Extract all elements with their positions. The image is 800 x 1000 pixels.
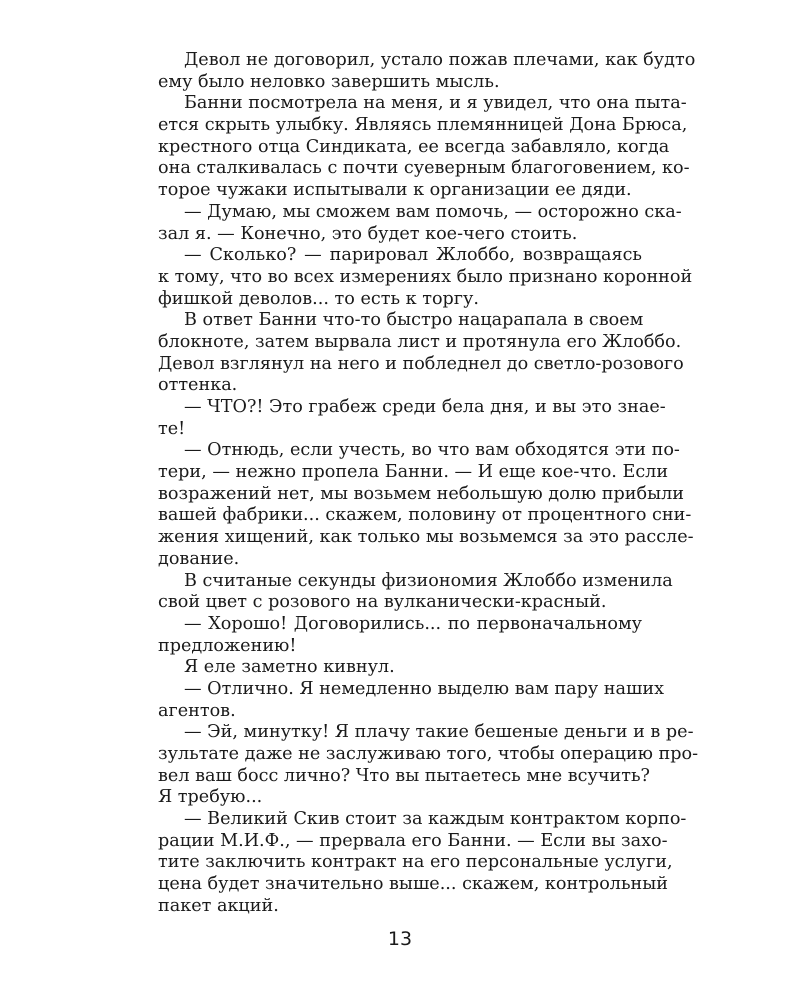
text-line: свой цвет с розового на вулканически-красный. bbox=[158, 592, 607, 613]
text-line: — Хорошо! Договорились... по первоначальному bbox=[184, 613, 642, 634]
text-line: оттенка. bbox=[158, 375, 238, 396]
text-line: ему было неловко завершить мысль. bbox=[158, 71, 500, 92]
text-line: — Думаю, мы сможем вам помочь, — осторожно ска- bbox=[184, 201, 682, 222]
text-line: Банни посмотрела на меня, и я увидел, что она пыта- bbox=[184, 93, 687, 114]
text-line: агентов. bbox=[158, 700, 236, 721]
text-line: — Отнюдь, если учесть, во что вам обходятся эти по- bbox=[184, 440, 680, 461]
text-line: — ЧТО?! Это грабеж среди бела дня, и вы это знае- bbox=[184, 397, 666, 417]
text-line: — Эй, минутку! Я плачу такие бешеные деньги и в ре- bbox=[184, 722, 694, 743]
text-line: Девол взглянул на него и побледнел до светло-розового bbox=[158, 353, 684, 374]
text-line: Девол не договорил, устало пожав плечами, как будто bbox=[184, 50, 696, 70]
text-line: торое чужаки испытывали к организации ее дяди. bbox=[158, 180, 632, 201]
paragraph bbox=[158, 657, 642, 679]
paragraph bbox=[158, 201, 682, 245]
paragraph bbox=[158, 614, 642, 657]
text-line: крестного отца Синдиката, ее всегда забавляло, когда bbox=[158, 136, 670, 157]
text-line: те! bbox=[158, 418, 186, 439]
text-line: зультате даже не заслуживаю того, чтобы операцию про- bbox=[158, 744, 699, 764]
text-line: жения хищений, как только мы возьмемся за это рассле- bbox=[158, 527, 694, 548]
text-line: она сталкивалась с почти суеверным благоговением, ко- bbox=[158, 158, 690, 179]
text-line: — Великий Скив стоит за каждым контрактом корпо- bbox=[184, 809, 687, 830]
text-line: дование. bbox=[158, 548, 240, 569]
text-line: к тому, что во всех измерениях было признано коронной bbox=[158, 266, 693, 287]
text-line: вел ваш босс лично? Что вы пытаетесь мне всучить? bbox=[158, 765, 650, 786]
text-line: предложению! bbox=[158, 635, 297, 656]
text-line: фишкой деволов... то есть к торгу. bbox=[158, 288, 479, 309]
text-line: тите заключить контракт на его персональные услуги, bbox=[158, 852, 673, 873]
paragraph bbox=[158, 397, 666, 440]
paragraph bbox=[158, 678, 665, 722]
text-line: зал я. — Конечно, это будет кое-чего стоить. bbox=[158, 223, 578, 244]
paragraph bbox=[158, 93, 690, 201]
text-line: ется скрыть улыбку. Являясь племянницей Дона Брюса, bbox=[158, 115, 688, 136]
text-line: блокноте, затем вырвала лист и протянула его Жлоббо. bbox=[158, 331, 682, 352]
paragraph bbox=[158, 245, 693, 310]
text-line: — Сколько? — парировал Жлоббо, возвращаясь bbox=[184, 245, 642, 266]
paragraph bbox=[158, 50, 696, 93]
text-line: тери, — нежно пропела Банни. — И еще кое-что. Если bbox=[158, 462, 669, 483]
text-line: цена будет значительно выше... скажем, контрольный bbox=[158, 874, 668, 895]
text-line: рации М.И.Ф., — прервала его Банни. — Если вы захо- bbox=[158, 830, 668, 851]
text-line: В ответ Банни что-то быстро нацарапала в своем bbox=[184, 310, 644, 331]
text-line: вашей фабрики... скажем, половину от процентного сни- bbox=[158, 505, 692, 526]
text-line: — Отлично. Я немедленно выделю вам пару наших bbox=[184, 678, 665, 699]
text-line: Я требую... bbox=[158, 787, 263, 808]
paragraph bbox=[158, 570, 673, 614]
text-line: Я еле заметно кивнул. bbox=[184, 657, 395, 678]
paragraph bbox=[158, 310, 684, 397]
paragraph bbox=[158, 440, 694, 570]
page-number: 13 bbox=[387, 928, 413, 950]
text-line: пакет акций. bbox=[158, 895, 279, 916]
paragraph bbox=[158, 722, 699, 809]
text-line: В считаные секунды физиономия Жлоббо изменила bbox=[184, 570, 673, 591]
text-line: возражений нет, мы возьмем небольшую долю прибыли bbox=[158, 483, 685, 504]
book-page-body bbox=[158, 50, 699, 918]
paragraph bbox=[158, 809, 687, 917]
